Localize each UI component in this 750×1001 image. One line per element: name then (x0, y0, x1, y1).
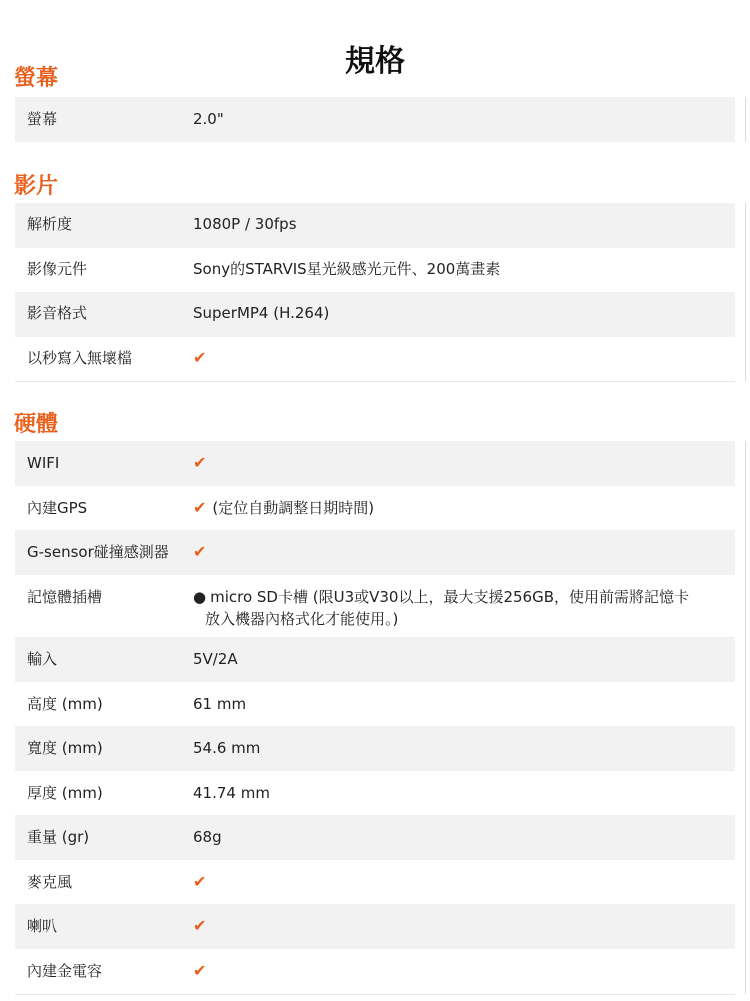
spec-label: WIFI (27, 454, 60, 472)
spec-value: 1080P / 30fps (193, 215, 297, 233)
divider (15, 994, 735, 995)
spec-label: 寬度 (mm) (27, 739, 103, 757)
section-title: 影片 (14, 174, 59, 199)
spec-value: 68g (193, 828, 222, 846)
spec-row (15, 949, 735, 993)
spec-row (15, 682, 735, 726)
spec-value: 放入機器內格式化才能使用。) (205, 610, 399, 628)
spec-label: 高度 (mm) (27, 695, 103, 713)
spec-label: 麥克風 (27, 873, 73, 891)
checkmark-icon: ✔ (193, 872, 207, 891)
spec-label: 厚度 (mm) (27, 784, 103, 802)
spec-label: 螢幕 (27, 110, 58, 128)
border-line (745, 203, 746, 381)
page-title: 規格 (345, 44, 405, 80)
spec-row (15, 97, 735, 142)
spec-label: 內建金電容 (27, 962, 103, 980)
spec-note: (定位自動調整日期時間) (212, 499, 375, 517)
section-title: 螢幕 (14, 66, 59, 91)
checkmark-icon: ✔ (193, 453, 207, 472)
spec-label: 喇叭 (27, 917, 58, 935)
spec-label: 解析度 (27, 215, 73, 233)
spec-label: 記憶體插槽 (27, 588, 103, 606)
spec-row (15, 248, 735, 292)
spec-label: 以秒寫入無壞檔 (27, 349, 133, 367)
border-line (745, 441, 746, 994)
spec-row (15, 441, 735, 486)
spec-value-line (193, 588, 689, 606)
bullet-icon: ● (193, 588, 207, 606)
section-title: 硬體 (14, 412, 59, 437)
divider (15, 381, 735, 382)
spec-row (15, 815, 735, 860)
border-line (745, 97, 746, 142)
spec-value: 5V/2A (193, 650, 238, 668)
checkmark-icon: ✔ (193, 498, 207, 517)
spec-row (15, 904, 735, 949)
spec-row (15, 337, 735, 381)
spec-row (15, 771, 735, 815)
spec-row (15, 530, 735, 575)
checkmark-icon: ✔ (193, 961, 207, 980)
spec-row (15, 203, 735, 248)
checkmark-icon: ✔ (193, 542, 207, 561)
spec-value: 54.6 mm (193, 739, 261, 757)
spec-value: 41.74 mm (193, 784, 270, 802)
spec-value: Sony的STARVIS星光級感光元件、200萬畫素 (193, 260, 501, 278)
spec-label: G-sensor碰撞感測器 (27, 543, 169, 561)
spec-row (15, 726, 735, 771)
spec-value: SuperMP4 (H.264) (193, 304, 330, 322)
checkmark-icon: ✔ (193, 916, 207, 935)
spec-label: 內建GPS (27, 499, 88, 517)
spec-row (15, 860, 735, 904)
spec-row (15, 486, 735, 530)
spec-value: micro SD卡槽 (限U3或V30以上，最大支援256GB，使用前需將記憶卡 (210, 588, 690, 606)
checkmark-icon: ✔ (193, 348, 207, 367)
spec-label: 輸入 (27, 650, 58, 668)
spec-value: 2.0" (193, 110, 224, 128)
spec-label: 重量 (gr) (27, 828, 90, 846)
spec-row (15, 637, 735, 682)
spec-label: 影音格式 (27, 304, 88, 322)
spec-row (15, 575, 735, 637)
spec-value: 61 mm (193, 695, 247, 713)
spec-row (15, 292, 735, 337)
spec-label: 影像元件 (27, 260, 88, 278)
